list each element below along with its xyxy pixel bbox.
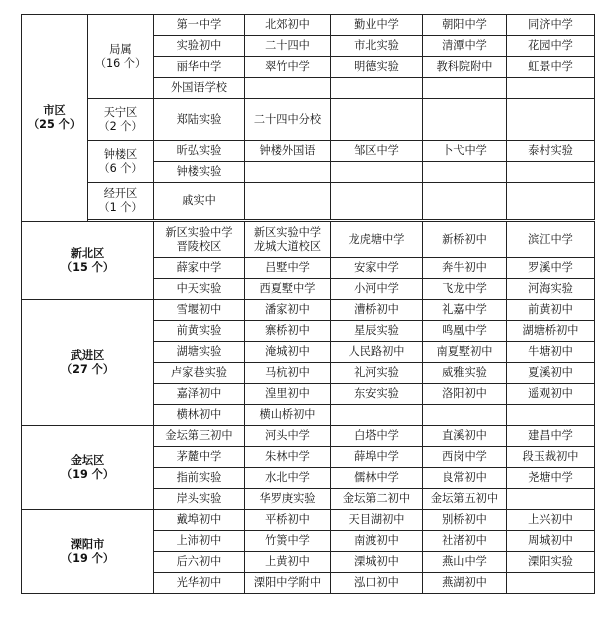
- school-cell: 龙虎塘中学: [331, 222, 423, 258]
- school-cell: 勤业中学: [331, 15, 423, 36]
- school-cell: [154, 222, 245, 258]
- school-cell: 邹区中学: [331, 141, 423, 162]
- school-cell: 朝阳中学: [423, 15, 507, 36]
- region-cell-liyang: [22, 510, 154, 594]
- district-cell-tianning: [88, 99, 154, 141]
- school-cell: 翠竹中学: [245, 57, 331, 78]
- district-name: 局属: [109, 42, 132, 56]
- school-cell: 花园中学: [507, 36, 595, 57]
- region-count: （19 个）: [60, 467, 115, 481]
- school-cell: 薛埠中学: [331, 447, 423, 468]
- school-cell: 尧塘中学: [507, 468, 595, 489]
- empty-cell: [423, 78, 507, 99]
- school-cell: 横林初中: [154, 405, 245, 426]
- school-cell: 横山桥初中: [245, 405, 331, 426]
- district-name: 钟楼区: [103, 147, 138, 161]
- school-cell: 钟楼外国语: [245, 141, 331, 162]
- empty-cell: [331, 162, 423, 183]
- school-list-table: [21, 14, 595, 594]
- school-cell: 市北实验: [331, 36, 423, 57]
- region-name: 金坛区: [70, 453, 105, 467]
- school-cell: 郑陆实验: [154, 99, 245, 141]
- region-count: （25 个）: [27, 118, 82, 131]
- school-cell: 实验初中: [154, 36, 245, 57]
- empty-cell: [331, 99, 423, 141]
- school-cell: 虹景中学: [507, 57, 595, 78]
- school-cell: 东安实验: [331, 384, 423, 405]
- school-cell: 燕湖初中: [423, 573, 507, 594]
- empty-cell: [245, 162, 331, 183]
- empty-cell: [507, 573, 595, 594]
- school-cell: 光华初中: [154, 573, 245, 594]
- school-cell: 同济中学: [507, 15, 595, 36]
- school-cell: 湖塘桥初中: [507, 321, 595, 342]
- school-cell: 明德实验: [331, 57, 423, 78]
- empty-cell: [507, 405, 595, 426]
- school-cell: 威雅实验: [423, 363, 507, 384]
- school-cell: 钟楼实验: [154, 162, 245, 183]
- empty-cell: [423, 99, 507, 141]
- school-cell: [245, 222, 331, 258]
- school-cell: 直溪初中: [423, 426, 507, 447]
- school-cell: 河头中学: [245, 426, 331, 447]
- school-cell: 西岗中学: [423, 447, 507, 468]
- school-cell: 雪堰初中: [154, 300, 245, 321]
- school-cell: 夏溪初中: [507, 363, 595, 384]
- district-cell-jushu: [88, 15, 154, 99]
- school-cell: 后六初中: [154, 552, 245, 573]
- school-cell: 卜弋中学: [423, 141, 507, 162]
- school-cell: 金坛第五初中: [423, 489, 507, 510]
- school-cell: 泰村实验: [507, 141, 595, 162]
- school-name-line: 晋陵校区: [176, 239, 222, 253]
- empty-cell: [423, 405, 507, 426]
- school-cell: 竹箦中学: [245, 531, 331, 552]
- empty-cell: [507, 78, 595, 99]
- school-name-line: 新区实验中学: [253, 225, 322, 239]
- district-count: （16 个）: [94, 56, 147, 70]
- school-cell: 飞龙中学: [423, 279, 507, 300]
- school-cell: 鸣凰中学: [423, 321, 507, 342]
- school-cell: 洛阳初中: [423, 384, 507, 405]
- school-cell: 外国语学校: [154, 78, 245, 99]
- region-name: 新北区: [70, 246, 105, 260]
- empty-cell: [245, 183, 331, 220]
- region-name: 溧阳市: [70, 537, 105, 551]
- school-cell: 丽华中学: [154, 57, 245, 78]
- school-cell: 华罗庚实验: [245, 489, 331, 510]
- school-cell: 安家中学: [331, 258, 423, 279]
- school-cell: 天目湖初中: [331, 510, 423, 531]
- school-cell: 薛家中学: [154, 258, 245, 279]
- school-cell: 金坛第三初中: [154, 426, 245, 447]
- school-cell: 潘家初中: [245, 300, 331, 321]
- region-count: （19 个）: [60, 551, 115, 565]
- school-cell: 滨江中学: [507, 222, 595, 258]
- district-name: 天宁区: [103, 105, 138, 119]
- region-cell-xinbei: [22, 222, 154, 300]
- school-cell: 社渚初中: [423, 531, 507, 552]
- district-count: （2 个）: [98, 119, 143, 133]
- school-cell: 溧城初中: [331, 552, 423, 573]
- school-cell: 岸头实验: [154, 489, 245, 510]
- school-cell: 周城初中: [507, 531, 595, 552]
- district-count: （6 个）: [98, 161, 143, 175]
- school-cell: 昕弘实验: [154, 141, 245, 162]
- school-cell: 湖塘实验: [154, 342, 245, 363]
- school-name-line: 龙城大道校区: [253, 239, 322, 253]
- empty-cell: [507, 162, 595, 183]
- school-cell: 星辰实验: [331, 321, 423, 342]
- empty-cell: [507, 183, 595, 220]
- school-cell: 泓口初中: [331, 573, 423, 594]
- school-cell: 马杭初中: [245, 363, 331, 384]
- empty-cell: [245, 78, 331, 99]
- school-cell: 河海实验: [507, 279, 595, 300]
- school-cell: 上黄初中: [245, 552, 331, 573]
- school-cell: 漕桥初中: [331, 300, 423, 321]
- school-cell: 茅麓中学: [154, 447, 245, 468]
- district-count: （1 个）: [98, 201, 143, 214]
- school-cell: 别桥初中: [423, 510, 507, 531]
- school-cell: 前黄实验: [154, 321, 245, 342]
- region-cell-jintan: [22, 426, 154, 510]
- school-cell: 罗溪中学: [507, 258, 595, 279]
- school-cell: 南夏墅初中: [423, 342, 507, 363]
- school-cell: 嘉泽初中: [154, 384, 245, 405]
- school-cell: 上沛初中: [154, 531, 245, 552]
- school-cell: 良常初中: [423, 468, 507, 489]
- school-cell: 白塔中学: [331, 426, 423, 447]
- school-cell: 北郊初中: [245, 15, 331, 36]
- region-name: 武进区: [70, 348, 105, 362]
- school-cell: 教科院附中: [423, 57, 507, 78]
- region-count: （15 个）: [60, 260, 115, 274]
- empty-cell: [423, 183, 507, 220]
- school-cell: 清潭中学: [423, 36, 507, 57]
- empty-cell: [331, 183, 423, 220]
- school-cell: 燕山中学: [423, 552, 507, 573]
- school-cell: 前黄初中: [507, 300, 595, 321]
- school-cell: 溧阳中学附中: [245, 573, 331, 594]
- school-cell: 戴埠初中: [154, 510, 245, 531]
- empty-cell: [507, 99, 595, 141]
- school-cell: 第一中学: [154, 15, 245, 36]
- school-cell: 二十四中分校: [245, 99, 331, 141]
- region-cell-wujin: [22, 300, 154, 426]
- school-cell: 上兴初中: [507, 510, 595, 531]
- school-cell: 指前实验: [154, 468, 245, 489]
- empty-cell: [507, 489, 595, 510]
- school-cell: 水北中学: [245, 468, 331, 489]
- school-cell: 段玉裁初中: [507, 447, 595, 468]
- school-cell: 平桥初中: [245, 510, 331, 531]
- school-cell: 遥观初中: [507, 384, 595, 405]
- school-name-line: 新区实验中学: [165, 225, 233, 239]
- school-cell: 奔牛初中: [423, 258, 507, 279]
- school-cell: 小河中学: [331, 279, 423, 300]
- school-cell: 朱林中学: [245, 447, 331, 468]
- school-cell: 人民路初中: [331, 342, 423, 363]
- region-cell-shiqu: [22, 15, 88, 222]
- school-cell: 溧阳实验: [507, 552, 595, 573]
- empty-cell: [331, 405, 423, 426]
- school-cell: 吕墅中学: [245, 258, 331, 279]
- school-cell: 西夏墅中学: [245, 279, 331, 300]
- school-cell: 建昌中学: [507, 426, 595, 447]
- school-cell: 寨桥初中: [245, 321, 331, 342]
- school-cell: 中天实验: [154, 279, 245, 300]
- district-cell-jingkai: [88, 183, 154, 220]
- school-cell: 戚实中: [154, 183, 245, 220]
- school-cell: 礼嘉中学: [423, 300, 507, 321]
- school-cell: 儒林中学: [331, 468, 423, 489]
- empty-cell: [423, 162, 507, 183]
- district-name: 经开区: [103, 187, 138, 200]
- region-count: （27 个）: [60, 362, 115, 376]
- school-cell: 湟里初中: [245, 384, 331, 405]
- school-cell: 淹城初中: [245, 342, 331, 363]
- school-cell: 南渡初中: [331, 531, 423, 552]
- school-cell: 礼河实验: [331, 363, 423, 384]
- region-name: 市区: [43, 104, 66, 117]
- school-cell: 金坛第二初中: [331, 489, 423, 510]
- empty-cell: [331, 78, 423, 99]
- school-cell: 二十四中: [245, 36, 331, 57]
- school-cell: 牛塘初中: [507, 342, 595, 363]
- district-cell-zhonglou: [88, 141, 154, 183]
- school-cell: 新桥初中: [423, 222, 507, 258]
- school-cell: 卢家巷实验: [154, 363, 245, 384]
